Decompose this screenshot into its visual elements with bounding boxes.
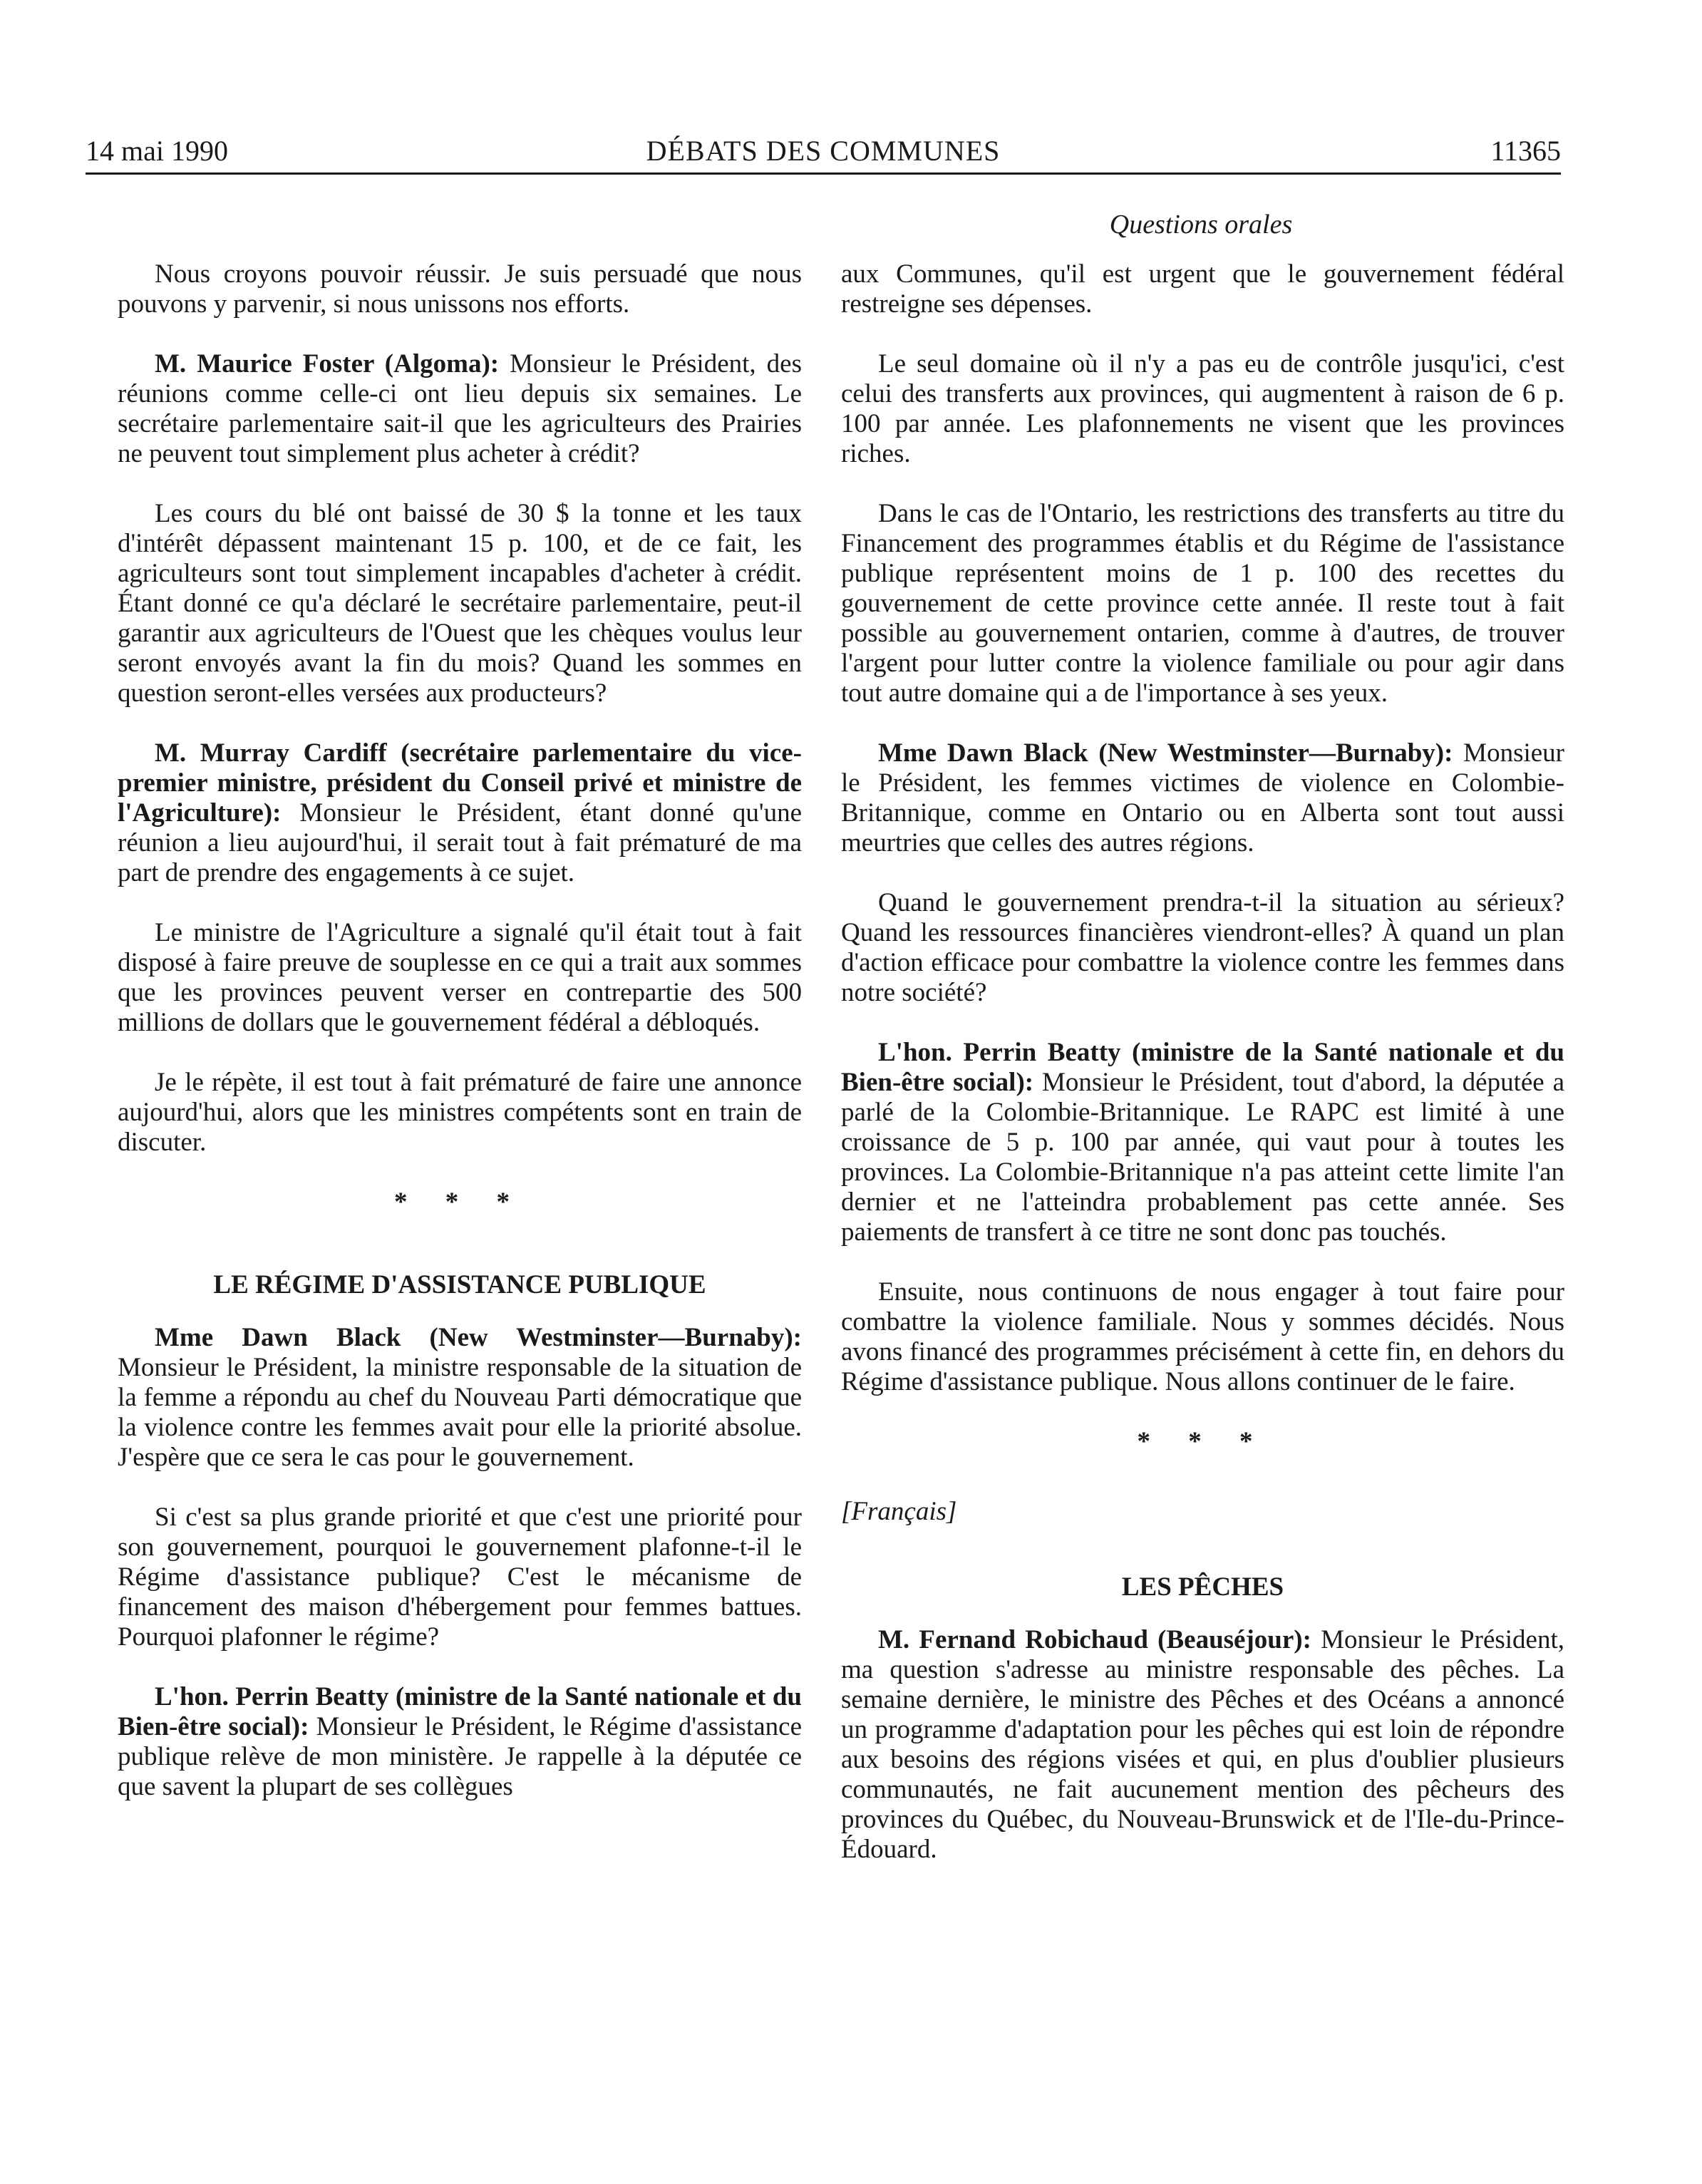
right-column: [841, 259, 1564, 1895]
speech-text: Monsieur le Président, les femmes victimes de violence en Colombie-Britannique, comme en Ontario ou en Alberta sont tout aussi meurtries que celles des autres régions.: [841, 738, 1564, 857]
section-divider: * * *: [1137, 1427, 1269, 1456]
header-page-number: 11365: [1490, 135, 1561, 167]
section-divider: * * *: [394, 1188, 525, 1217]
speech-text: Monsieur le Président, des réunions comme celle-ci ont lieu depuis six semaines. Le secrétaire parlementaire sait-il que les agriculteurs des Prairies ne peuvent tout simplement plus acheter à crédit?: [118, 349, 802, 468]
speech-text: Monsieur le Président, étant donné qu'une réunion a lieu aujourd'hui, il serait tout à fait prématuré de ma part de prendre des engagements à ce sujet.: [118, 798, 802, 887]
paragraph: [118, 1323, 802, 1473]
speaker-name: M. Fernand Robichaud (Beauséjour):: [878, 1625, 1311, 1654]
speaker-name: L'hon. Perrin Beatty (ministre de la Santé nationale et du Bien-être social):: [118, 1682, 802, 1741]
speech-text: Monsieur le Président, la ministre responsable de la situation de la femme a répondu au chef du Nouveau Parti démocratique que la violence contre les femmes avait pour elle la priorité absolue. J'espère que ce sera le cas pour le gouvernement.: [118, 1353, 802, 1472]
paragraph: [841, 1038, 1564, 1247]
paragraph: [841, 1625, 1564, 1865]
left-column: [118, 259, 802, 1832]
paragraph: Ensuite, nous continuons de nous engager à tout faire pour combattre la violence familiale. Nous y sommes décidés. Nous avons financé des programmes précisément à cette fin, en dehors du Régime d'assistance publique. Nous allons continuer de le faire.: [841, 1277, 1564, 1396]
speaker-name: M. Murray Cardiff (secrétaire parlementaire du vice-premier ministre, président du Conseil privé et ministre de l'Agriculture):: [118, 738, 802, 828]
speaker-name: M. Maurice Foster (Algoma):: [155, 349, 500, 378]
paragraph: [841, 738, 1564, 858]
paragraph: [118, 1682, 802, 1802]
header-title: DÉBATS DES COMMUNES: [646, 135, 1001, 167]
speech-text: Monsieur le Président, tout d'abord, la députée a parlé de la Colombie-Britannique. Le RAPC est limité à une croissance de 5 p. 100 par année, qui vaut pour à toutes les provinces. La Colombie-Britannique n'a pas atteint cette limite l'an dernier et ne l'atteindra probablement pas cette année. Ses paiements de transfert à ce titre ne sont donc pas touchés.: [841, 1068, 1564, 1247]
speaker-name: L'hon. Perrin Beatty (ministre de la Santé nationale et du Bien-être social):: [841, 1038, 1564, 1097]
speaker-name: Mme Dawn Black (New Westminster—Burnaby):: [878, 738, 1453, 768]
speech-text: Monsieur le Président, ma question s'adresse au ministre responsable des pêches. La semaine dernière, le ministre des Pêches et des Océans a annoncé un programme d'adaptation pour les pêches qui est loin de répondre aux besoins des régions visées et qui, en plus d'oublier plusieurs communautés, ne fait aucunement mention des pêcheurs des provinces du Québec, du Nouveau-Brunswick et de l'Ile-du-Prince-Édouard.: [841, 1625, 1564, 1864]
paragraph: Dans le cas de l'Ontario, les restrictions des transferts au titre du Financement des programmes établis et du Régime de l'assistance publique représentent moins de 1 p. 100 des recettes du gouvernement de cette province cette année. Il reste tout à fait possible au gouvernement ontarien, comme à d'autres, de trouver l'argent pour lutter contre la violence familiale ou pour agir dans tout autre domaine qui a de l'importance à ses yeux.: [841, 499, 1564, 708]
paragraph: aux Communes, qu'il est urgent que le gouvernement fédéral restreigne ses dépenses.: [841, 259, 1564, 319]
page-header: [86, 130, 1561, 175]
paragraph: Le seul domaine où il n'y a pas eu de contrôle jusqu'ici, c'est celui des transferts aux provinces, qui augmentent à raison de 6 p. 100 par année. Les plafonnements ne visent que les provinces riches.: [841, 349, 1564, 468]
section-heading: LE RÉGIME D'ASSISTANCE PUBLIQUE: [213, 1270, 706, 1299]
paragraph: [118, 349, 802, 469]
header-date: 14 mai 1990: [86, 135, 228, 167]
paragraph: Je le répète, il est tout à fait prématuré de faire une annonce aujourd'hui, alors que les ministres compétents sont en train de discuter.: [118, 1068, 802, 1157]
paragraph: Les cours du blé ont baissé de 30 $ la tonne et les taux d'intérêt dépassent maintenant 15 p. 100, et de ce fait, les agriculteurs sont tout simplement incapables d'acheter à crédit. Étant donné ce qu'a déclaré le secrétaire parlementaire, peut-il garantir aux agriculteurs de l'Ouest que les chèques voulus leur seront envoyés avant la fin du mois? Quand les sommes en question seront-elles versées aux producteurs?: [118, 499, 802, 708]
paragraph: Quand le gouvernement prendra-t-il la situation au sérieux? Quand les ressources financières viendront-elles? À quand un plan d'action efficace pour combattre la violence contre les femmes dans notre société?: [841, 888, 1564, 1007]
language-tag: [Français]: [841, 1497, 957, 1526]
speech-text: Monsieur le Président, le Régime d'assistance publique relève de mon ministère. Je rappelle à la députée ce que savent la plupart de ses collègues: [118, 1712, 802, 1801]
paragraph: Nous croyons pouvoir réussir. Je suis persuadé que nous pouvons y parvenir, si nous unissons nos efforts.: [118, 259, 802, 319]
speaker-name: Mme Dawn Black (New Westminster—Burnaby):: [155, 1323, 802, 1352]
paragraph: [118, 738, 802, 888]
paragraph: Si c'est sa plus grande priorité et que c'est une priorité pour son gouvernement, pourquoi le gouvernement plafonne-t-il le Régime d'assistance publique? C'est le mécanisme de financement des maison d'hébergement pour femmes battues. Pourquoi plafonner le régime?: [118, 1503, 802, 1652]
paragraph: Le ministre de l'Agriculture a signalé qu'il était tout à fait disposé à faire preuve de souplesse en ce qui a trait aux sommes que les provinces peuvent verser en contrepartie des 500 millions de dollars que le gouvernement fédéral a débloqués.: [118, 918, 802, 1037]
section-label: Questions orales: [1109, 210, 1293, 239]
section-heading: LES PÊCHES: [1121, 1572, 1284, 1602]
